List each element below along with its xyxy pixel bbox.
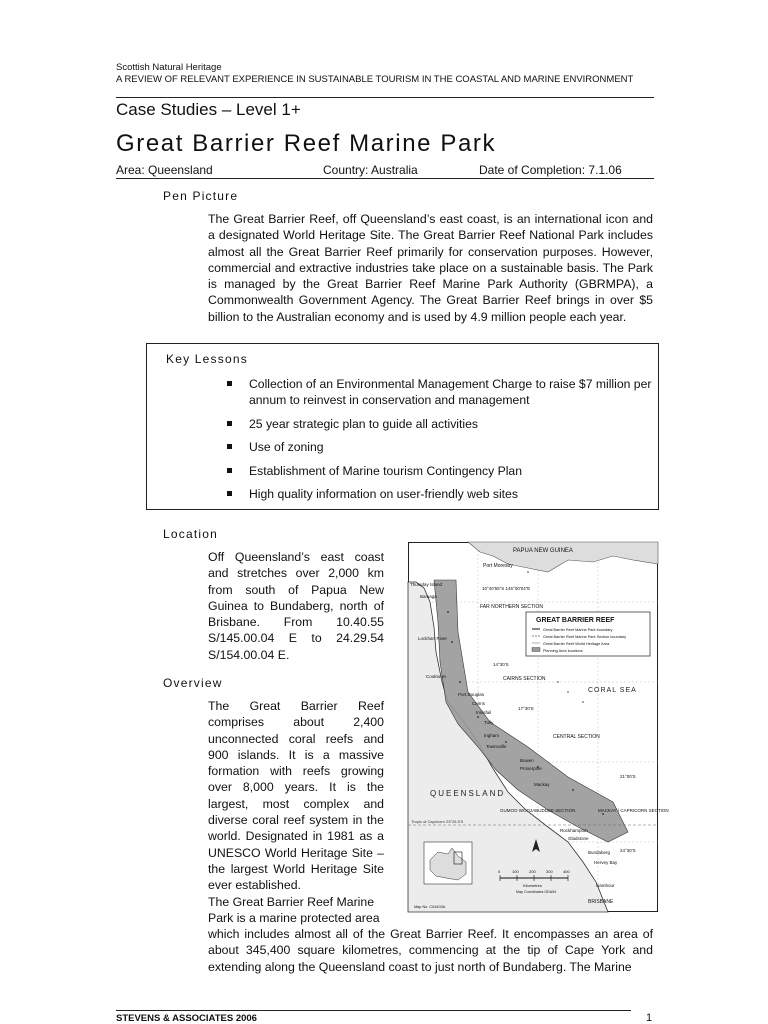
map-label-place: Hervey Bay xyxy=(594,860,618,865)
map-label-coord: 24°30'S xyxy=(620,848,636,853)
map-label-place: Bundaberg xyxy=(588,850,611,855)
map-label-tropic: Tropic of Capricorn 23°26.5'S xyxy=(411,819,464,824)
map-legend-item: Great Barrier Reef Marine Park boundary xyxy=(543,628,613,632)
map-label-place: Port Douglas xyxy=(458,692,485,697)
scale-tick: 400 xyxy=(563,869,570,874)
bullet-icon xyxy=(227,421,232,426)
meta-area: Area: Queensland xyxy=(116,163,213,177)
scale-tick: 300 xyxy=(546,869,553,874)
scale-tick: 200 xyxy=(529,869,536,874)
map-label-place: Bowen xyxy=(520,758,534,763)
map-label-section: CENTRAL SECTION xyxy=(553,734,600,740)
bullet-icon xyxy=(227,444,232,449)
map-legend xyxy=(526,612,650,656)
map-label-place: Townsville xyxy=(486,744,507,749)
list-item: Use of zoning xyxy=(227,439,652,455)
scale-label: Kilometres xyxy=(523,883,542,888)
map-label-place: Lockhart River xyxy=(418,636,448,641)
key-lessons-list xyxy=(227,376,652,510)
case-level: Case Studies – Level 1+ xyxy=(116,100,301,119)
header-divider xyxy=(116,97,654,98)
page-title: Great Barrier Reef Marine Park xyxy=(116,130,497,157)
map-label-place: Bamaga xyxy=(420,594,437,599)
overview-heading: Overview xyxy=(163,676,223,690)
map-legend-item: Great Barrier Reef Marine Park Section boundary xyxy=(543,635,627,639)
bullet-icon xyxy=(227,468,232,473)
overview-para1: The Great Barrier Reef comprises about 2,400 unconnected coral reefs and 900 islands. It is a massive formation with reefs growing over 8,000 years. It is the largest, most complex and diverse coral reef system in the world. Designated in 1981 as a UNESCO World Heritage Site – the largest World Heritage Site ever established. xyxy=(208,699,384,893)
map-label-place: Ingham xyxy=(484,733,500,738)
pen-picture-heading: Pen Picture xyxy=(163,189,239,203)
map-label-section: MACKAY / CAPRICORN SECTION xyxy=(598,808,669,813)
map-label-png: PAPUA NEW GUINEA xyxy=(513,548,573,554)
meta-divider xyxy=(116,178,654,179)
list-item: Establishment of Marine tourism Contingency Plan xyxy=(227,463,652,479)
map-label-place: Thursday Island xyxy=(410,582,443,587)
map-legend-title: GREAT BARRIER REEF xyxy=(536,617,615,624)
header-org: Scottish Natural Heritage xyxy=(116,62,222,73)
header-report: A REVIEW OF RELEVANT EXPERIENCE IN SUSTAINABLE TOURISM IN THE COASTAL AND MARINE ENVIRONMENT xyxy=(116,74,634,85)
bullet-icon xyxy=(227,491,232,496)
map-label-place: Innisfail xyxy=(476,710,492,715)
map-legend-item: Planning Area locations xyxy=(543,649,583,653)
meta-date: Date of Completion: 7.1.06 xyxy=(479,163,622,177)
map-number: Map No. C04403A xyxy=(414,905,446,909)
list-item: Collection of an Environmental Management Charge to raise $7 million per annum to reinvest in conservation and management xyxy=(227,376,652,408)
map-label-coral-sea: CORAL SEA xyxy=(588,687,637,694)
map-label-coord: 14°30'S xyxy=(493,662,509,667)
location-heading: Location xyxy=(163,527,218,541)
bullet-icon xyxy=(227,381,232,386)
map-label-coord: 10°40'55"S 145°00'04"E xyxy=(482,586,531,591)
map-label-place: Port Moresby xyxy=(483,563,513,569)
scale-tick: 0 xyxy=(498,869,501,874)
map-label-section: GUMOO WOOJABUDDEE SECTION xyxy=(500,808,576,813)
list-item: High quality information on user-friendly web sites xyxy=(227,486,652,502)
scale-tick: 100 xyxy=(512,869,519,874)
map-label-place: Rockhampton xyxy=(560,828,588,833)
map-label-coord: 17°30'S xyxy=(518,706,534,711)
list-item: 25 year strategic plan to guide all activities xyxy=(227,416,652,432)
key-lessons-box xyxy=(146,343,659,510)
australia-inset-icon xyxy=(424,842,472,884)
map-label-place: Cooktown xyxy=(426,674,447,679)
meta-country: Country: Australia xyxy=(323,163,418,177)
key-lessons-heading: Key Lessons xyxy=(166,352,248,366)
map-label-place: Cairns xyxy=(472,701,486,706)
location-text: Off Queensland’s east coast and stretches over 2,000 km from south of Papua New Guinea to Bundaberg, north of Brisbane. From 10.40.55 S/145.00.04 E to 24.29.54 S/154.00.04 E. xyxy=(208,550,384,662)
page-number: 1 xyxy=(646,1012,653,1024)
map-label-place: Proserpine xyxy=(520,766,542,771)
map-label-place: Nambour xyxy=(596,883,615,888)
footer-divider xyxy=(116,1010,631,1011)
map-legend-item: Great Barrier Reef World Heritage Area xyxy=(543,642,610,646)
overview-para2-start: The Great Barrier Reef Marine Park is a marine protected area xyxy=(208,895,380,926)
map-label-section: FAR NORTHERN SECTION xyxy=(480,604,543,610)
map-label-queensland: QUEENSLAND xyxy=(430,789,506,798)
reef-map xyxy=(408,542,669,912)
map-label-place: Tully xyxy=(484,720,494,725)
map-label-place: Gladstone xyxy=(568,836,589,841)
map-label-place: BRISBANE xyxy=(588,899,614,905)
pen-picture-text: The Great Barrier Reef, off Queensland’s east coast, is an international icon and a designated World Heritage Site. The Great Barrier Reef National Park includes almost all the Great Barrier Reef primarily for conservation purposes. However, commercial and extractive industries take place on a sustainable basis. The Park is managed by the Great Barrier Reef Marine Park Authority (GBRMPA), a Commonwealth Government Agency. The Great Barrier Reef brings in over $5 billion to the Australian economy and is used by 4.9 million people each year. xyxy=(208,212,653,324)
scale-sub: Map Coordinates GDA94 xyxy=(516,890,557,894)
map-label-section: CAIRNS SECTION xyxy=(503,676,546,682)
map-label-place: Mackay xyxy=(534,782,550,787)
reef-map-graphic xyxy=(408,542,669,912)
footer-company: STEVENS & ASSOCIATES 2006 xyxy=(116,1013,257,1024)
map-label-coord: 21°00'S xyxy=(620,774,636,779)
overview-para2-rest: which includes almost all of the Great Barrier Reef. It encompasses an area of about 345,400 square kilometres, commencing at the tip of Cape York and extending along the Queensland coast to just north of Bundaberg. The Marine xyxy=(208,927,653,974)
